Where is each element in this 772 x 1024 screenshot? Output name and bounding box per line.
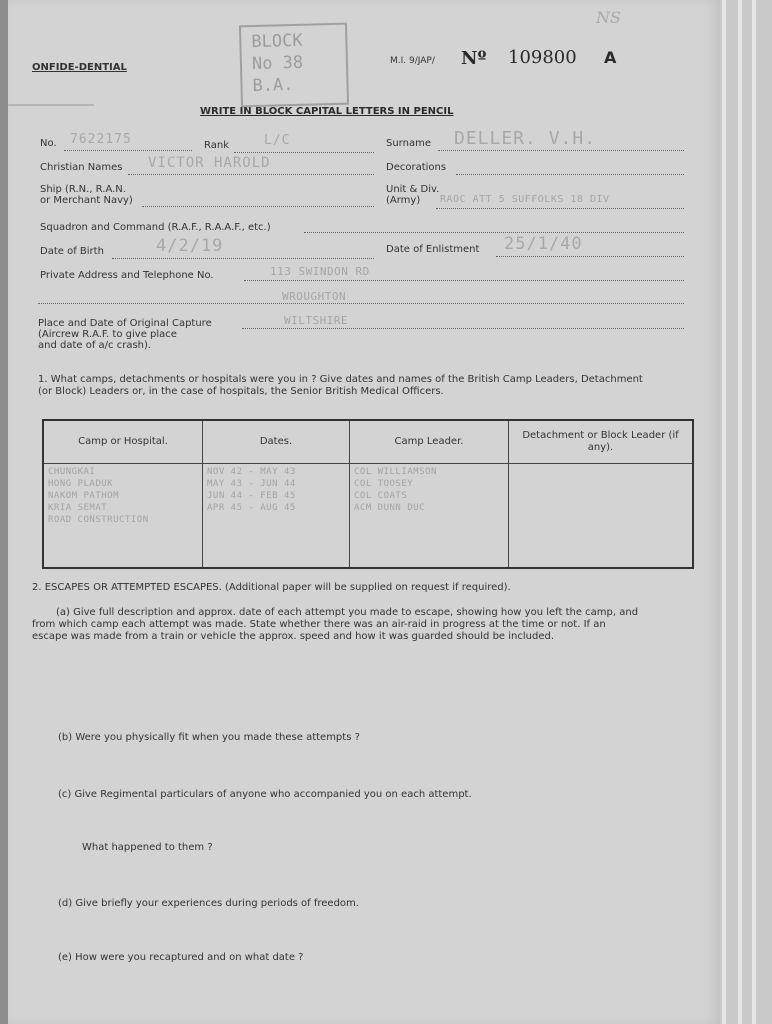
- question-2c-followup: What happened to them ?: [82, 842, 213, 853]
- question-2d: (d) Give briefly your experiences during periods of freedom.: [58, 898, 359, 909]
- classification-label: ONFIDE-DENTIAL: [32, 62, 127, 73]
- no-value[interactable]: 7622175: [70, 132, 132, 147]
- detachment-leader-cell[interactable]: [509, 464, 694, 569]
- header-camp: Camp or Hospital.: [43, 420, 203, 464]
- ship-label: Ship (R.N., R.A.N. or Merchant Navy): [40, 184, 133, 206]
- question-2c: (c) Give Regimental particulars of anyone who accompanied you on each attempt.: [58, 789, 472, 800]
- instruction-heading: WRITE IN BLOCK CAPITAL LETTERS IN PENCIL: [200, 106, 454, 117]
- decorations-label: Decorations: [386, 162, 447, 173]
- table-row: [43, 464, 693, 569]
- header-detachment-leader: Detachment or Block Leader (if any).: [509, 420, 694, 464]
- camps-table: [42, 419, 694, 569]
- document-page: [8, 0, 720, 1024]
- question-2e: (e) How were you recaptured and on what date ?: [58, 952, 304, 963]
- address-line-1[interactable]: 113 SWINDON RD: [270, 265, 370, 278]
- surname-value[interactable]: DELLER. V.H.: [454, 128, 597, 149]
- dates-cell[interactable]: NOV 42 - MAY 43 MAY 43 - JUN 44 JUN 44 - FEB 45 APR 45 - AUG 45: [203, 464, 350, 569]
- address-line-2[interactable]: WROUGHTON: [282, 290, 347, 303]
- number-label: Nº: [461, 48, 487, 69]
- question-2b: (b) Were you physically fit when you made these attempts ?: [58, 732, 360, 743]
- question-2-title: 2. ESCAPES OR ATTEMPTED ESCAPES. (Additional paper will be supplied on request if required).: [32, 582, 511, 593]
- unit-value[interactable]: RAOC ATT 5 SUFFOLKS 18 DIV: [440, 194, 610, 205]
- camp-leader-cell[interactable]: COL WILLIAMSON COL TOOSEY COL COATS ACM DUNN DUC: [350, 464, 509, 569]
- christian-names-value[interactable]: VICTOR HAROLD: [148, 155, 271, 171]
- header-camp-leader: Camp Leader.: [350, 420, 509, 464]
- capture-label: Place and Date of Original Capture (Aircrew R.A.F. to give place and date of a/c crash).: [38, 318, 212, 351]
- question-2a: (a) Give full description and approx. date of each attempt you made to escape, showing how you left the camp, and from which camp each attempt was made. State whether there was an air-raid in progress at the time or not. If an escape was made from a train or vehicle the approx. speed and how it was guarded should be included.: [32, 607, 639, 642]
- address-line-3[interactable]: WILTSHIRE: [284, 314, 349, 327]
- no-label: No.: [40, 138, 57, 149]
- question-1: 1. What camps, detachments or hospitals were you in ? Give dates and names of the British Camp Leaders, Detachment (or Block) Leaders or, in the case of hospitals, the Senior British Medical Officers.: [38, 374, 643, 397]
- file-stack-edge: [712, 0, 772, 1024]
- enlistment-label: Date of Enlistment: [386, 244, 480, 255]
- camp-cell[interactable]: CHUNGKAI HONG PLADUK NAKOM PATHOM KRIA SEMAT ROAD CONSTRUCTION: [43, 464, 203, 569]
- paper-clip: [8, 98, 98, 112]
- dob-label: Date of Birth: [40, 246, 104, 257]
- squadron-label: Squadron and Command (R.A.F., R.A.A.F., etc.): [40, 222, 271, 233]
- surname-label: Surname: [386, 138, 431, 149]
- dob-value[interactable]: 4/2/19: [156, 236, 224, 256]
- address-label: Private Address and Telephone No.: [40, 270, 214, 281]
- rank-label: Rank: [204, 140, 229, 151]
- rank-value[interactable]: L/C: [264, 133, 291, 148]
- form-number: 109800: [508, 47, 577, 68]
- form-reference: M.I. 9/JAP/: [390, 56, 435, 66]
- table-header-row: [43, 420, 693, 464]
- series-letter: A: [604, 48, 617, 67]
- enlistment-value[interactable]: 25/1/40: [504, 234, 583, 254]
- corner-initials: NS: [596, 8, 621, 27]
- unit-label: Unit & Div. (Army): [386, 184, 440, 206]
- block-stamp: BLOCK No 38 B.A.: [239, 23, 349, 108]
- header-dates: Dates.: [203, 420, 350, 464]
- christian-names-label: Christian Names: [40, 162, 123, 173]
